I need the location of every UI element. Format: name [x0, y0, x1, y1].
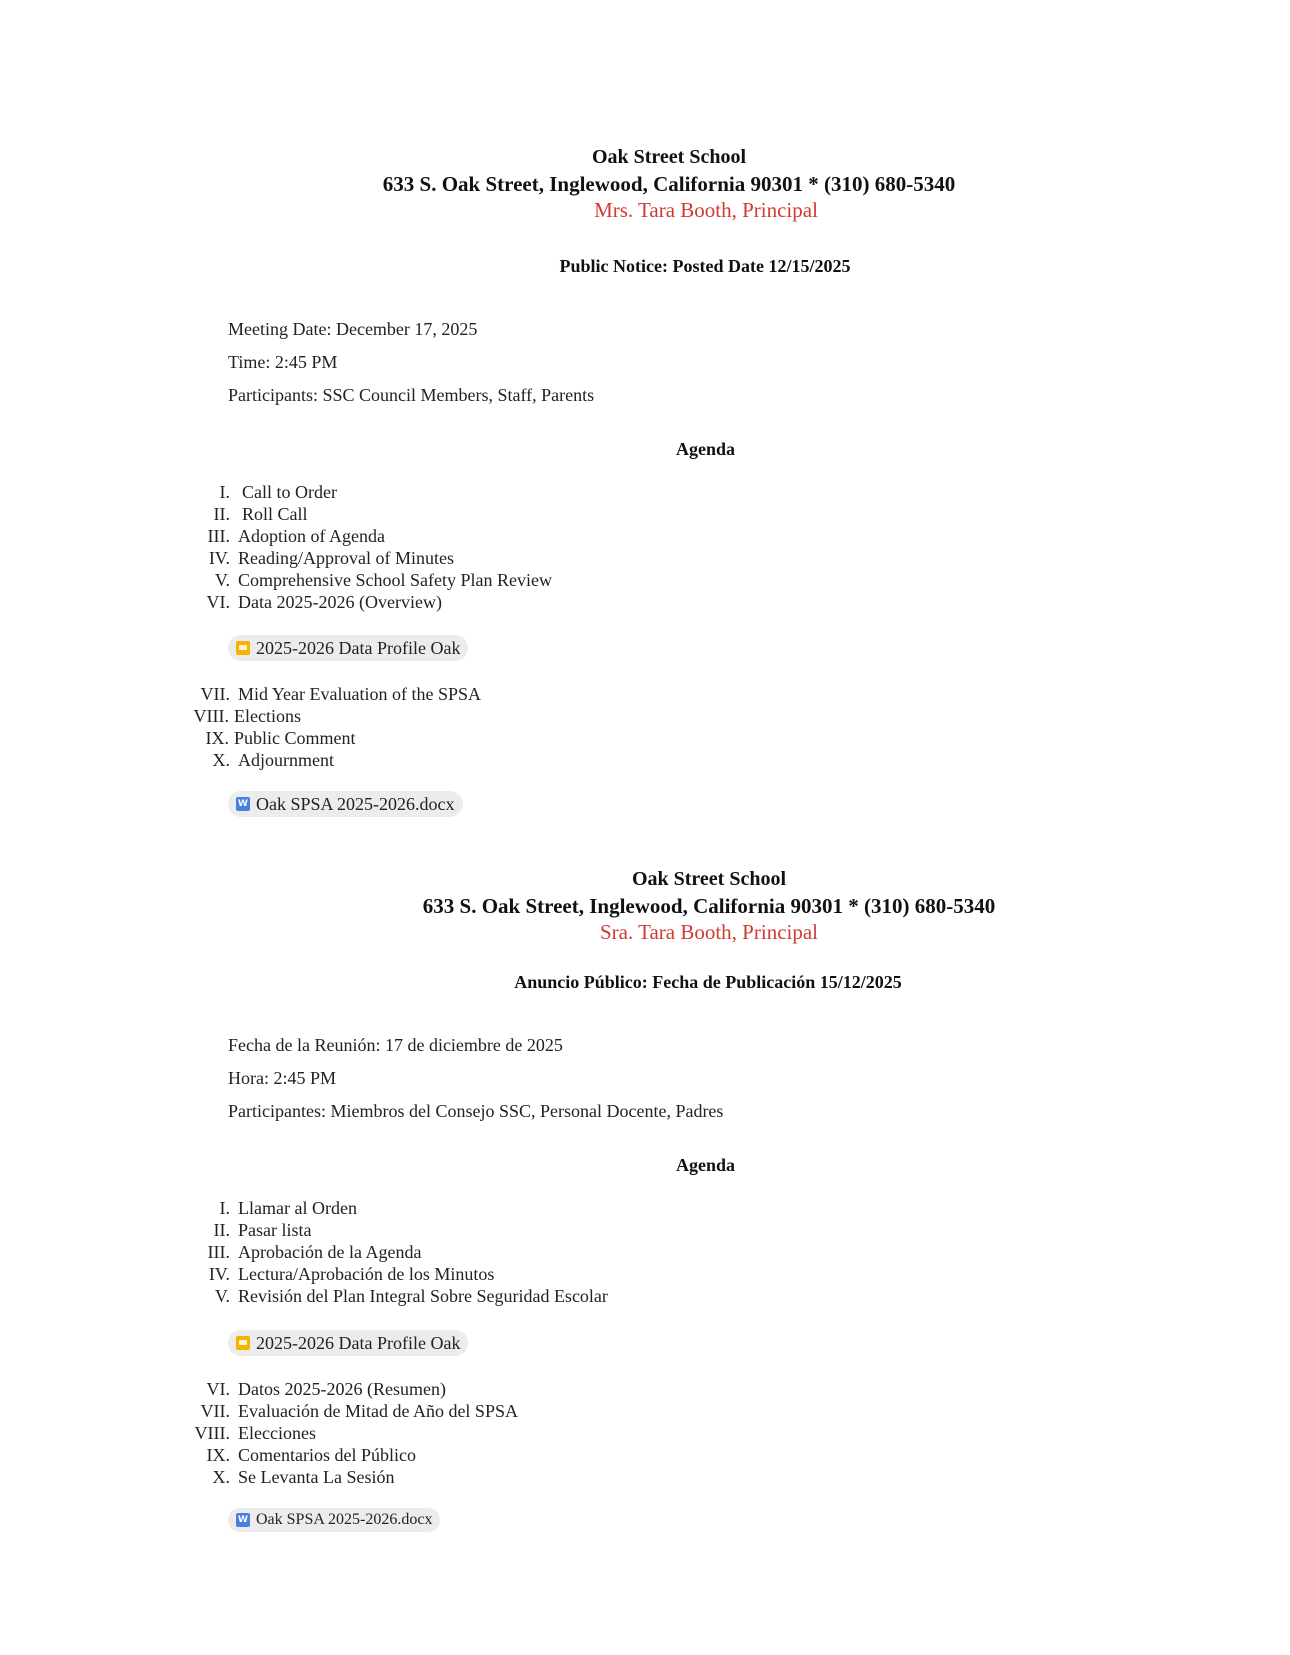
list-item — [0, 1219, 230, 1241]
list-item — [0, 1285, 230, 1307]
agenda-item-text: Adjournment — [238, 750, 334, 770]
agenda-item-number: II. — [213, 1220, 230, 1240]
meeting-participants: Participants: SSC Council Members, Staff, Parents — [228, 385, 595, 405]
agenda-item-text: Revisión del Plan Integral Sobre Seguridad Escolar — [238, 1286, 608, 1306]
agenda-item-number: VIII. — [193, 706, 229, 726]
agenda-item-number: X. — [212, 750, 230, 770]
agenda-item-text: Se Levanta La Sesión — [238, 1467, 395, 1487]
agenda-item-number: VIII. — [194, 1423, 230, 1443]
agenda-item-number: III. — [207, 526, 230, 546]
meeting-participants: Participantes: Miembros del Consejo SSC, Personal Docente, Padres — [228, 1101, 724, 1121]
list-item — [0, 1422, 230, 1444]
list-item — [0, 569, 230, 591]
attachment-chip-slides[interactable] — [228, 635, 468, 661]
list-item — [0, 525, 230, 547]
docs-icon: W — [236, 797, 250, 811]
agenda-item-text: Datos 2025-2026 (Resumen) — [238, 1379, 446, 1399]
attachment-label: Oak SPSA 2025-2026.docx — [256, 1511, 433, 1528]
list-item — [0, 1400, 230, 1422]
agenda-item-text: Comentarios del Público — [238, 1445, 416, 1465]
principal-name: Sra. Tara Booth, Principal — [599, 920, 819, 944]
list-item — [0, 591, 230, 613]
agenda-item-number: IV. — [208, 1264, 230, 1284]
agenda-item-text: Llamar al Orden — [238, 1198, 357, 1218]
docs-icon: W — [236, 1513, 250, 1527]
meeting-date: Meeting Date: December 17, 2025 — [228, 319, 478, 339]
agenda-item-text: Public Comment — [234, 728, 356, 748]
agenda-title: Agenda — [676, 439, 736, 459]
list-item — [0, 1378, 230, 1400]
attachment-chip-doc[interactable] — [228, 791, 463, 817]
slides-icon — [236, 1336, 250, 1350]
slides-icon — [236, 641, 250, 655]
agenda-item-number: II. — [213, 504, 230, 524]
agenda-item-number: I. — [219, 1198, 230, 1218]
list-item — [0, 547, 230, 569]
agenda-item-number: IX. — [206, 1445, 230, 1465]
list-item — [0, 503, 230, 525]
agenda-item-text: Pasar lista — [238, 1220, 312, 1240]
agenda-item-number: V. — [214, 570, 230, 590]
list-item — [0, 1263, 230, 1285]
list-item — [0, 1466, 230, 1488]
public-notice: Anuncio Público: Fecha de Publicación 15/12/2025 — [514, 972, 902, 992]
attachment-chip-doc[interactable] — [228, 1508, 440, 1532]
agenda-item-text: Comprehensive School Safety Plan Review — [238, 570, 552, 590]
agenda-item-number: VI. — [206, 592, 230, 612]
agenda-item-text: Adoption of Agenda — [238, 526, 385, 546]
meeting-date: Fecha de la Reunión: 17 de diciembre de 2025 — [228, 1035, 563, 1055]
list-item — [0, 749, 230, 771]
agenda-item-number: VII. — [200, 1401, 230, 1421]
agenda-item-text: Call to Order — [242, 482, 337, 502]
agenda-item-text: Roll Call — [242, 504, 308, 524]
attachment-label: Oak SPSA 2025-2026.docx — [256, 793, 455, 814]
list-item — [0, 1197, 230, 1219]
school-address: 633 S. Oak Street, Inglewood, California 90301 * (310) 680-5340 — [422, 894, 996, 918]
public-notice: Public Notice: Posted Date 12/15/2025 — [559, 256, 851, 276]
attachment-chip-slides[interactable] — [228, 1330, 468, 1356]
agenda-item-text: Elections — [234, 706, 301, 726]
agenda-item-number: IV. — [208, 548, 230, 568]
principal-name: Mrs. Tara Booth, Principal — [594, 198, 818, 222]
agenda-item-text: Lectura/Aprobación de los Minutos — [238, 1264, 495, 1284]
agenda-item-number: VII. — [200, 684, 230, 704]
agenda-item-number: I. — [219, 482, 230, 502]
school-name: Oak Street School — [591, 146, 747, 168]
meeting-time: Time: 2:45 PM — [228, 352, 338, 372]
meeting-time: Hora: 2:45 PM — [228, 1068, 336, 1088]
agenda-item-text: Mid Year Evaluation of the SPSA — [238, 684, 481, 704]
school-name: Oak Street School — [631, 868, 787, 890]
list-item — [0, 727, 229, 749]
agenda-item-number: IX. — [205, 728, 229, 748]
attachment-label: 2025-2026 Data Profile Oak — [256, 1332, 461, 1353]
list-item — [0, 481, 230, 503]
agenda-item-number: X. — [212, 1467, 230, 1487]
list-item — [0, 683, 230, 705]
agenda-item-text: Elecciones — [238, 1423, 316, 1443]
school-address: 633 S. Oak Street, Inglewood, California 90301 * (310) 680-5340 — [382, 172, 956, 196]
agenda-item-number: V. — [214, 1286, 230, 1306]
agenda-item-text: Aprobación de la Agenda — [238, 1242, 422, 1262]
agenda-item-number: III. — [207, 1242, 230, 1262]
agenda-item-text: Data 2025-2026 (Overview) — [238, 592, 442, 612]
attachment-label: 2025-2026 Data Profile Oak — [256, 637, 461, 658]
list-item — [0, 1241, 230, 1263]
list-item — [0, 1444, 230, 1466]
list-item — [0, 705, 229, 727]
agenda-item-number: VI. — [206, 1379, 230, 1399]
agenda-item-text: Evaluación de Mitad de Año del SPSA — [238, 1401, 518, 1421]
agenda-title: Agenda — [676, 1155, 736, 1175]
agenda-item-text: Reading/Approval of Minutes — [238, 548, 454, 568]
